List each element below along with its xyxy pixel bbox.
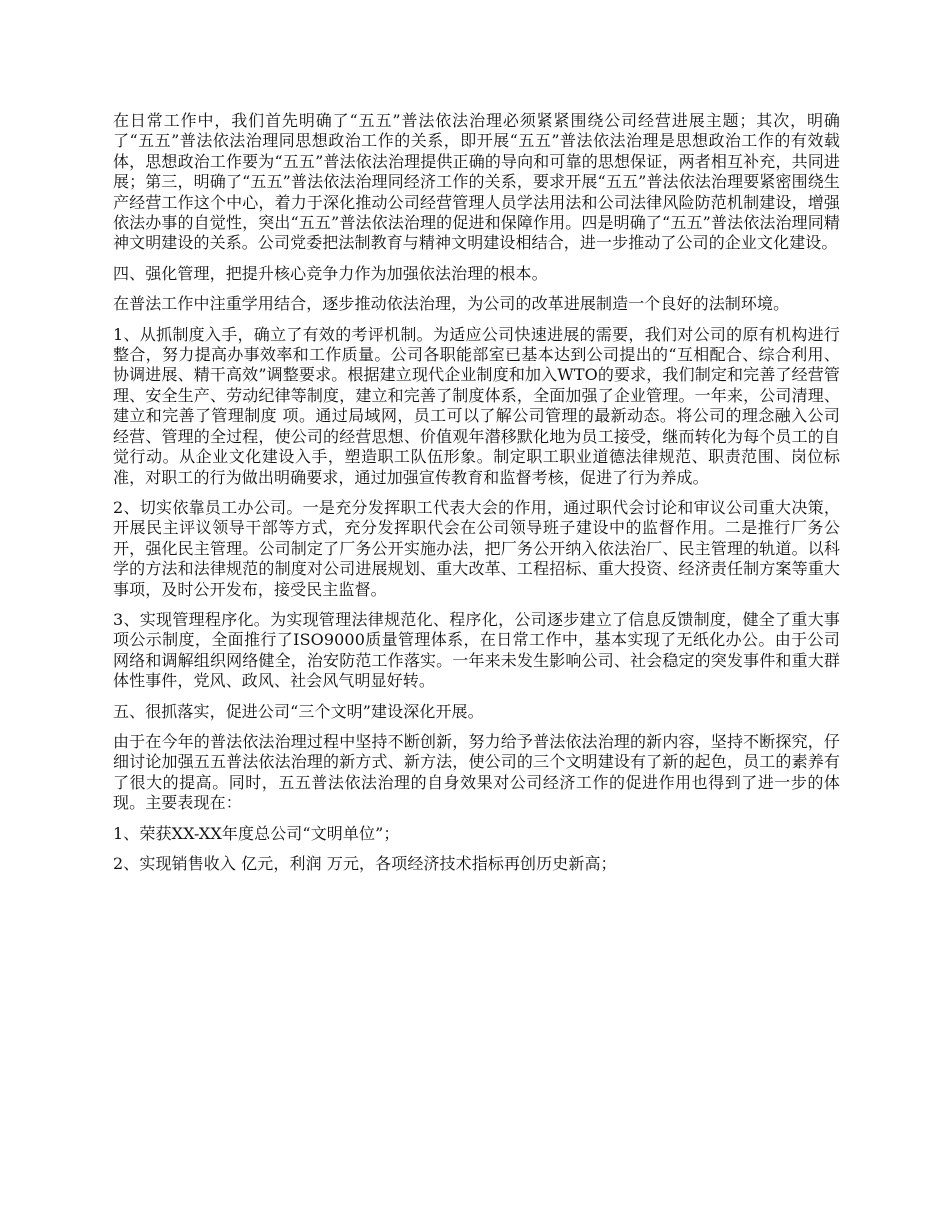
paragraph-legal-environment: 在普法工作中注重学用结合，逐步推动依法治理，为公司的改革进展制造一个良好的法制环境。 <box>113 294 790 314</box>
paragraph-innovation-results: 由于在今年的普法依法治理过程中坚持不断创新，努力给予普法依法治理的新内容，坚持不断探究，仔细讨论加强五五普法依法治理的新方式、新方法，使公司的三个文明建设有了新的起色，员工的素养有了很大的提高。同时，五五普法依法治理的自身效果对公司经济工作的促进作用也得到了进一步的体现。主要表现在： <box>113 731 840 813</box>
paragraph-item-2-employees: 2、切实依靠员工办公司。一是充分发挥职工代表大会的作用，通过职代会讨论和审议公司重大决策，开展民主评议领导干部等方式，充分发挥职代会在公司领导班子建设中的监督作用。二是推行厂务公开，强化民主管理。公司制定了厂务公开实施办法，把厂务公开纳入依法治厂、民主管理的轨道。以科学的方法和法律规范的制度对公司进展规划、重大改革、工程招标、重大投资、经济责任制方案等重大事项，及时公开发布，接受民主监督。 <box>113 497 840 599</box>
section-heading-four: 四、强化管理，把提升核心竞争力作为加强依法治理的根本。 <box>113 263 548 283</box>
list-item-honor: 1、荣获XX-XX年度总公司“文明单位”； <box>113 823 400 843</box>
list-item-sales: 2、实现销售收入 亿元，利润 万元，各项经济技术指标再创历史新高； <box>113 854 617 873</box>
paragraph-item-3-procedures: 3、实现管理程序化。为实现管理法律规范化、程序化，公司逐步建立了信息反馈制度，健全了重大事项公示制度，全面推行了ISO9000质量管理体系，在日常工作中，基本实现了无纸化办公。由于公司网络和调解组织网络健全，治安防范工作落实。一年来未发生影响公司、社会稳定的突发事件和重大群体性事件，党风、政风、社会风气明显好转。 <box>113 609 840 691</box>
document-body <box>113 111 840 884</box>
paragraph-work-principles: 在日常工作中，我们首先明确了“五五”普法依法治理必须紧紧围绕公司经营进展主题；其次，明确了“五五”普法依法治理同思想政治工作的关系，即开展“五五”普法依法治理是思想政治工作的有效载体，思想政治工作要为“五五”普法依法治理提供正确的导向和可靠的思想保证，两者相互补充，共同进展；第三，明确了“五五”普法依法治理同经济工作的关系，要求开展“五五”普法依法治理要紧密围绕生产经营工作这个中心，着力于深化推动公司经营管理人员学法用法和公司法律风险防范机制建设，增强依法办事的自觉性，突出“五五”普法依法治理的促进和保障作用。四是明确了“五五”普法依法治理同精神文明建设的关系。公司党委把法制教育与精神文明建设相结合，进一步推动了公司的企业文化建设。 <box>113 111 840 253</box>
paragraph-item-1-institution: 1、从抓制度入手，确立了有效的考评机制。为适应公司快速进展的需要，我们对公司的原有机构进行整合，努力提高办事效率和工作质量。公司各职能部室已基本达到公司提出的“互相配合、综合利用、协调进展、精干高效”调整要求。根据建立现代企业制度和加入WTO的要求，我们制定和完善了经营管理、安全生产、劳动纪律等制度，建立和完善了制度体系，全面加强了企业管理。一年来，公司清理、建立和完善了管理制度 项。通过局域网，员工可以了解公司管理的最新动态。将公司的理念融入公司经营、管理的全过程，使公司的经营思想、价值观年潜移默化地为员工接受，继而转化为每个员工的自觉行动。从企业文化建设入手，塑造职工队伍形象。制定职工职业道德法律规范、职责范围、岗位标准，对职工的行为做出明确要求，通过加强宣传教育和监督考核，促进了行为养成。 <box>113 324 840 487</box>
section-heading-five: 五、很抓落实，促进公司“三个文明”建设深化开展。 <box>113 701 484 721</box>
